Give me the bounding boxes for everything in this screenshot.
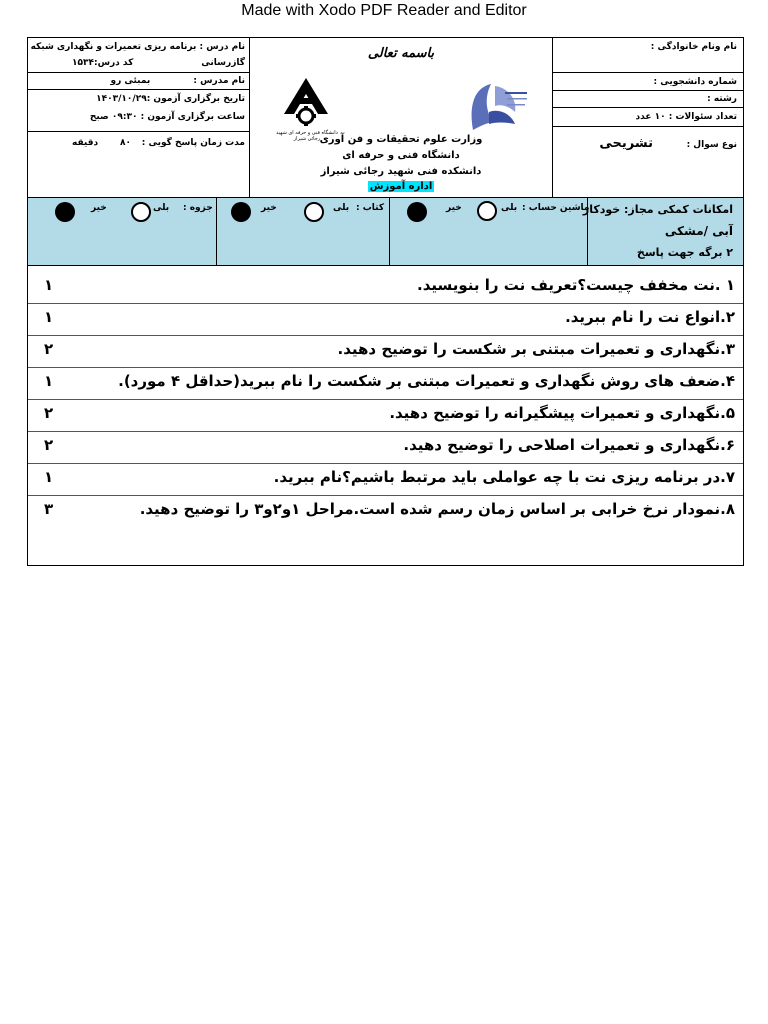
question-score: ۲ (44, 436, 54, 454)
course-info-panel (28, 38, 250, 197)
calculator-no-option[interactable] (407, 202, 427, 222)
date-row (28, 90, 249, 132)
notes-no-option[interactable] (55, 202, 75, 222)
question-text: ۳.نگهداری و تعمیرات مبتنی بر شکست را توضیح دهید. (337, 340, 735, 358)
question-score: ۳ (44, 500, 54, 518)
question-text: ۵.نگهداری و تعمیرات پیشگیرانه را توضیح دهید. (389, 404, 735, 422)
question-type-value: تشریحی (599, 136, 653, 151)
tvu-logo-icon (465, 78, 531, 138)
logo-caption: دانشگاه فنی و حرفه ای شهید رجائی شیراز (276, 130, 338, 142)
question-score: ۲ (44, 404, 54, 422)
course-code: کد درس:۱۵۳۴ (72, 58, 134, 68)
exam-header (28, 38, 743, 197)
question-row (28, 336, 743, 368)
notes-label: جزوه : (183, 203, 213, 213)
question-score: ۱ (44, 308, 54, 326)
questions-count-row (553, 108, 743, 127)
teacher-label: نام مدرس : (193, 76, 245, 86)
teacher-name: بمبئی رو (110, 76, 151, 86)
aids-title: امکانات کمکی مجاز: خودکار (582, 203, 733, 216)
calculator-label: ماشین حساب : (522, 203, 590, 213)
ministry-name: وزارت علوم تحقیقات و فن آوری (319, 134, 483, 145)
exam-date: تاریخ برگزاری آزمون :۱۴۰۳/۱۰/۲۹ (96, 94, 245, 104)
calculator-no-label: خیر (446, 203, 462, 213)
questions-count: تعداد سئوالات : ۱۰ عدد (635, 112, 737, 122)
university-logo-icon (280, 76, 332, 138)
question-text: ۶.نگهداری و تعمیرات اصلاحی را توضیح دهید. (403, 436, 735, 454)
student-no-label: شماره دانشجویی : (653, 77, 737, 87)
question-row (28, 272, 743, 304)
student-info-panel (553, 38, 743, 197)
name-row (553, 38, 743, 73)
question-text: ۲.انواع نت را نام ببرید. (565, 308, 735, 326)
question-score: ۱ (44, 372, 54, 390)
major-row (553, 91, 743, 108)
question-row (28, 368, 743, 400)
allowed-aids-panel (28, 197, 743, 266)
question-score: ۱ (44, 276, 54, 294)
university-name: دانشگاه فنی و حرفه ای (342, 150, 460, 161)
watermark-banner: Made with Xodo PDF Reader and Editor (241, 2, 527, 19)
aids-divider (389, 198, 390, 265)
bismillah-calligraphy: باسمه تعالی (367, 46, 435, 61)
book-no-option[interactable] (231, 202, 251, 222)
question-score: ۱ (44, 468, 54, 486)
notes-no-label: خیر (91, 203, 107, 213)
duration-unit: دقیقه (72, 138, 99, 148)
major-label: رشته : (707, 94, 737, 104)
aids-divider (216, 198, 217, 265)
exam-time: ساعت برگزاری آزمون : ۰۹:۳۰ صبح (89, 112, 245, 122)
book-yes-option[interactable] (304, 202, 324, 222)
calculator-yes-option[interactable] (477, 201, 497, 221)
question-type-label: نوع سوال : (686, 140, 737, 150)
calculator-yes-label: بلی (501, 203, 518, 213)
college-name: دانشکده فنی شهید رجائی شیراز (320, 166, 482, 177)
question-row (28, 432, 743, 464)
question-row (28, 304, 743, 336)
question-row (28, 400, 743, 432)
question-text: ۱ .نت مخفف چیست؟تعریف نت را بنویسید. (417, 276, 735, 294)
duration-label: مدت زمان پاسخ گویی : (141, 138, 245, 148)
institution-panel (250, 38, 553, 197)
duration-value: ۸۰ (120, 138, 131, 148)
question-row (28, 496, 743, 528)
book-yes-label: بلی (333, 203, 350, 213)
student-no-row (553, 73, 743, 91)
aids-pen-color: آبی /مشکی (664, 224, 733, 238)
education-office: اداره آموزش (369, 181, 433, 192)
course-name-2: گازرسانی (201, 58, 245, 68)
aids-answer-sheets: ۲ برگه جهت پاسخ (636, 246, 733, 259)
exam-sheet (27, 37, 744, 566)
book-label: کتاب : (356, 203, 385, 213)
notes-yes-option[interactable] (131, 202, 151, 222)
question-text: ۷.در برنامه ریزی نت با چه عواملی باید مرتبط باشیم؟نام ببرید. (273, 468, 735, 486)
questions-list (28, 272, 743, 528)
book-no-label: خیر (261, 203, 277, 213)
course-row (28, 38, 249, 73)
course-label: نام درس : (199, 42, 245, 52)
student-name-label: نام ونام خانوادگی : (650, 42, 737, 52)
course-name: برنامه ریزی تعمیرات و نگهداری شبکه (30, 42, 197, 52)
question-score: ۲ (44, 340, 54, 358)
question-row (28, 464, 743, 496)
notes-yes-label: بلی (153, 203, 170, 213)
question-text: ۸.نمودار نرخ خرابی بر اساس زمان رسم شده است.مراحل ۱و۲و۳ را توضیح دهید. (139, 500, 735, 518)
question-text: ۴.ضعف های روش نگهداری و تعمیرات مبتنی بر شکست را نام ببرید(حداقل ۴ مورد). (118, 372, 735, 390)
teacher-row (28, 73, 249, 90)
